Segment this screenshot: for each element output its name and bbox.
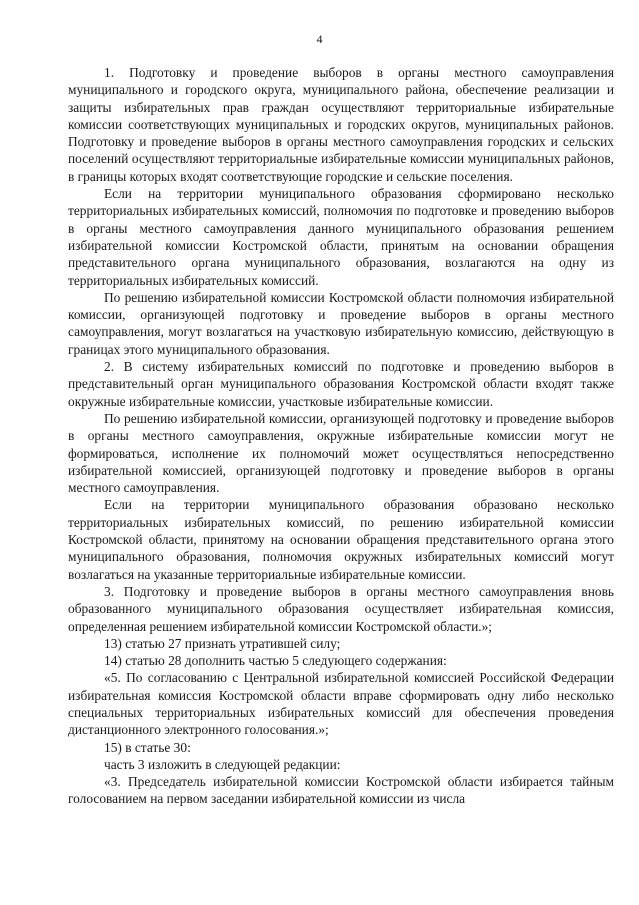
paragraph-3: По решению избирательной комиссии Костромской области полномочия избирательной комиссии, организующей подготовку и проведение выборов в органы местного самоуправления, могут возлагаться на участковую избирательную комиссию, действующую в границах этого муниципального образования. bbox=[68, 289, 614, 357]
paragraph-6: Если на территории муниципального образования образовано несколько территориальных избирательных комиссий, по решению избирательной комиссии Костромской области, принятому на основании обращения представительного органа этого муниципального образования, полномочия окружных избирательных комиссий могут возлагаться на указанные территориальные избирательные комиссии. bbox=[68, 497, 614, 582]
paragraph-1: 1. Подготовку и проведение выборов в органы местного самоуправления муниципального и городского округа, муниципального района, обеспечение реализации и защиты избирательных прав граждан осуществляют территориальные избирательные комиссии соответствующих муниципальных и городских округов, муниципальных районов. Подготовку и проведение выборов в органы местного самоуправления городских и сельских поселений осуществляют территориальные избирательные комиссии муниципальных районов, в границы которых входят соответствующие городские и сельские поселения. bbox=[68, 65, 614, 184]
document-body bbox=[68, 64, 614, 808]
paragraph-11: 15) в статье 30: bbox=[104, 739, 191, 755]
paragraph-7: 3. Подготовку и проведение выборов в органы местного самоуправления вновь образованного муниципального образования осуществляет избирательная комиссия, определенная решением избирательной комиссии Костромской области.»; bbox=[68, 583, 614, 634]
paragraph-13: «3. Председатель избирательной комиссии Костромской области избирается тайным голосованием на первом заседании избирательной комиссии из числа bbox=[68, 774, 614, 807]
paragraph-5: По решению избирательной комиссии, организующей подготовку и проведение выборов в органы местного самоуправления, окружные избирательные комиссии могут не формироваться, исполнение их полномочий может осуществляться непосредственно избирательной комиссией, организующей подготовку и проведение выборов в органы местного самоуправления. bbox=[68, 410, 614, 496]
paragraph-8: 13) статью 27 признать утратившей силу; bbox=[104, 635, 341, 651]
paragraph-9: 14) статью 28 дополнить частью 5 следующего содержания: bbox=[104, 653, 447, 669]
paragraph-12: часть 3 изложить в следующей редакции: bbox=[104, 756, 341, 772]
page-number: 4 bbox=[316, 32, 323, 46]
paragraph-10: «5. По согласованию с Центральной избирательной комиссией Российской Федерации избирательная комиссия Костромской области вправе сформировать одну либо несколько специальных территориальных избирательных комиссий для обеспечения проведения дистанционного электронного голосования.»; bbox=[68, 670, 614, 738]
paragraph-2: Если на территории муниципального образования сформировано несколько территориальных избирательных комиссий, полномочия по подготовке и проведению выборов в органы местного самоуправления данного муниципального образования решением избирательной комиссии Костромской области, принятым на основании обращения представительного органа муниципального образования, возлагаются на одну из территориальных избирательных комиссий. bbox=[68, 186, 614, 288]
paragraph-4: 2. В систему избирательных комиссий по подготовке и проведению выборов в представительный орган муниципального образования Костромской области входят также окружные избирательные комиссии, участковые избирательные комиссии. bbox=[68, 359, 614, 409]
